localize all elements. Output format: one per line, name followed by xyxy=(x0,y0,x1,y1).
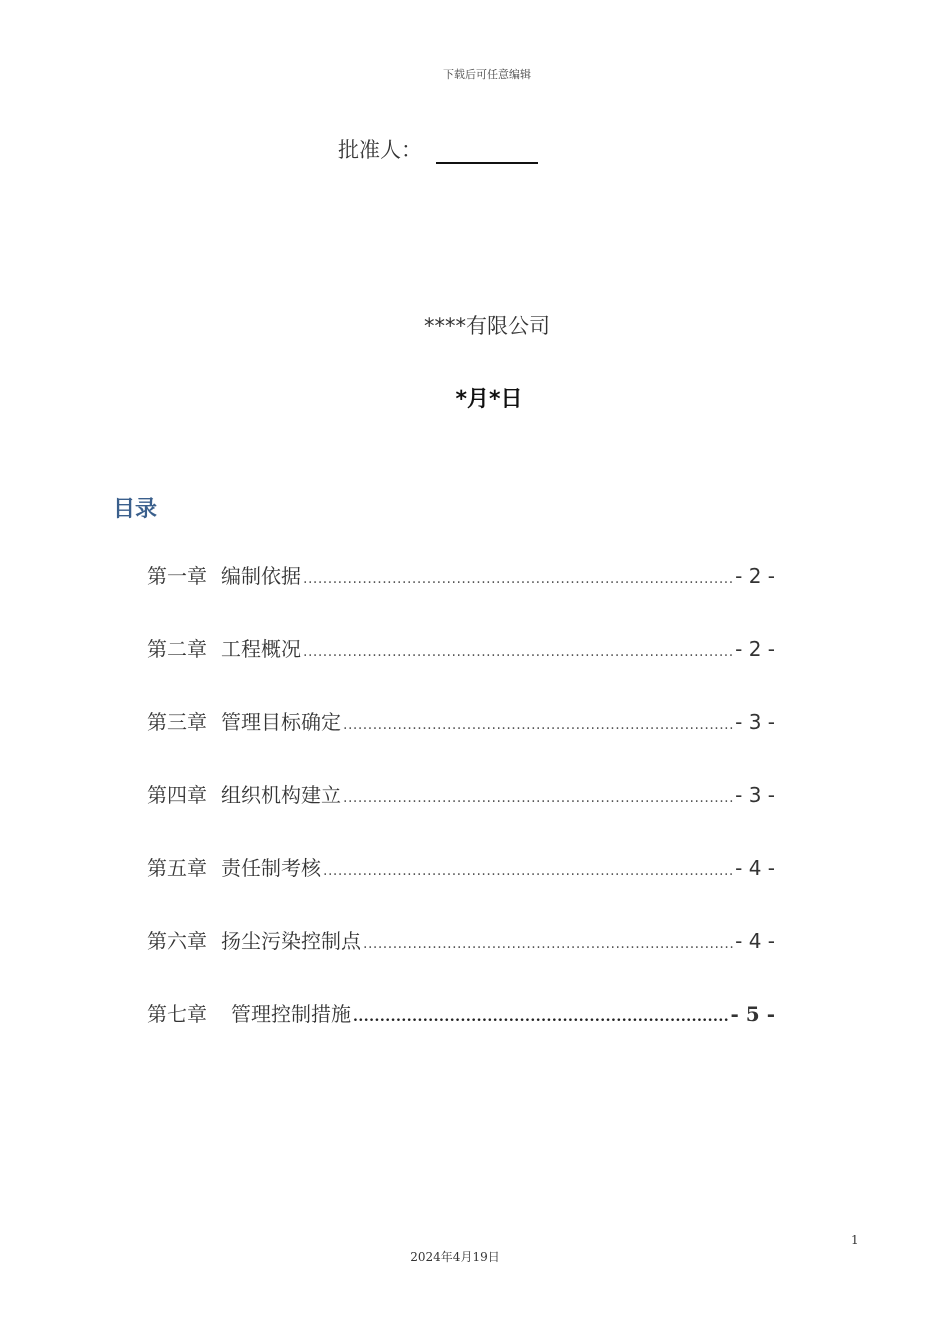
toc-entry[interactable] xyxy=(147,852,775,925)
toc-title: 工程概况 xyxy=(221,637,301,661)
toc-entry[interactable] xyxy=(147,925,775,998)
toc-chapter: 第二章 xyxy=(147,637,207,661)
toc-leader xyxy=(353,1009,729,1025)
toc-title: 组织机构建立 xyxy=(221,783,341,807)
toc-title: 责任制考核 xyxy=(221,856,321,880)
toc-entry[interactable] xyxy=(147,998,775,1071)
toc-page: - 4 - xyxy=(735,856,775,880)
toc-chapter: 第五章 xyxy=(147,856,207,880)
header-note: 下载后可任意编辑 xyxy=(443,68,531,81)
toc-leader xyxy=(343,717,733,733)
page-number: 1 xyxy=(851,1233,859,1247)
toc-page: - 4 - xyxy=(735,929,775,953)
toc-entry[interactable] xyxy=(147,633,775,706)
toc-page: - 2 - xyxy=(735,564,775,588)
toc-entry[interactable] xyxy=(147,560,775,633)
company-name: ****有限公司 xyxy=(424,314,550,338)
toc-page: - 5 - xyxy=(730,1002,775,1026)
approver-signature-line xyxy=(436,140,538,164)
toc-leader xyxy=(363,936,733,952)
document-date: *月*日 xyxy=(455,387,523,412)
toc-heading: 目录 xyxy=(113,497,158,522)
toc-title: 扬尘污染控制点 xyxy=(221,929,361,953)
approver-label: 批准人： xyxy=(338,138,422,162)
toc-page: - 3 - xyxy=(735,710,775,734)
toc-leader xyxy=(303,644,733,660)
toc-page: - 3 - xyxy=(735,783,775,807)
toc-chapter: 第六章 xyxy=(147,929,207,953)
toc-entry[interactable] xyxy=(147,779,775,852)
toc-chapter: 第四章 xyxy=(147,783,207,807)
toc-chapter: 第一章 xyxy=(147,564,207,588)
toc-title: 管理目标确定 xyxy=(221,710,341,734)
toc-leader xyxy=(303,571,733,587)
table-of-contents xyxy=(147,560,775,1071)
footer-date: 2024年4月19日 xyxy=(410,1250,500,1264)
toc-entry[interactable] xyxy=(147,706,775,779)
toc-title: 编制依据 xyxy=(221,564,301,588)
toc-title: 管理控制措施 xyxy=(231,1002,351,1026)
toc-chapter: 第三章 xyxy=(147,710,207,734)
approver-field xyxy=(338,134,538,164)
toc-chapter: 第七章 xyxy=(147,1002,207,1026)
toc-leader xyxy=(343,790,733,806)
toc-leader xyxy=(323,863,733,879)
toc-page: - 2 - xyxy=(735,637,775,661)
